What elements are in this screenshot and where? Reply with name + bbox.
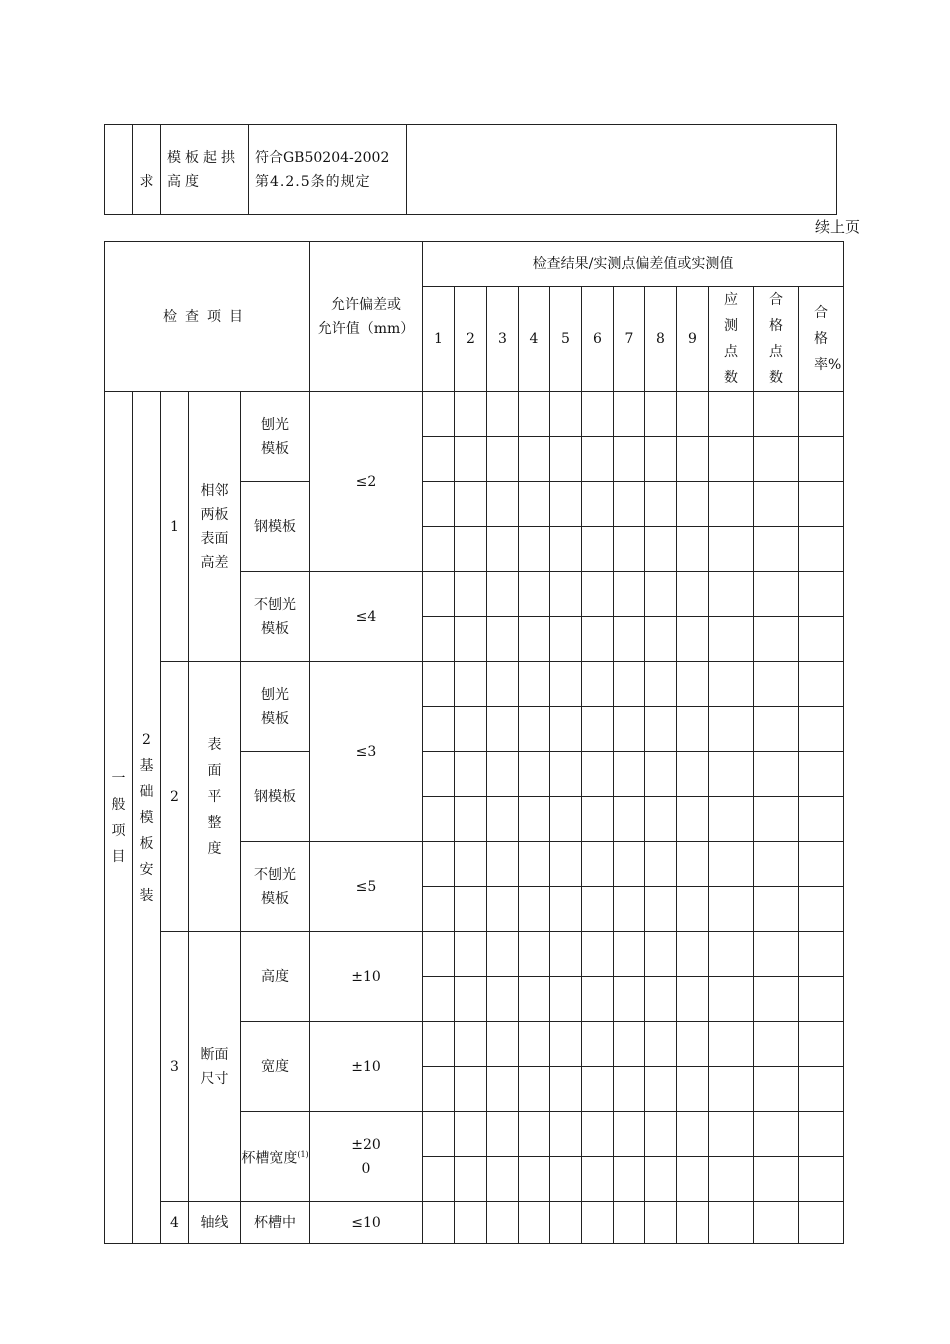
measurement-cell (550, 1202, 582, 1244)
measurement-cell (455, 932, 487, 977)
measurement-cell (550, 572, 582, 617)
measurement-cell (709, 977, 754, 1022)
tolerance-cell: ±20 0 (310, 1112, 423, 1202)
measurement-cell (423, 572, 455, 617)
measurement-cell (455, 527, 487, 572)
measurement-cell (677, 392, 709, 437)
measurement-cell (709, 662, 754, 707)
measurement-cell (754, 887, 799, 932)
item-name-cell: 轴线 (189, 1202, 241, 1244)
measurement-cell (799, 707, 844, 752)
measurement-cell (582, 1157, 614, 1202)
measurement-cell (709, 1112, 754, 1157)
measurement-cell (550, 1112, 582, 1157)
measurement-cell (423, 842, 455, 887)
item-name-cell: 相邻两板表面高差 (189, 392, 241, 662)
measurement-cell (645, 797, 677, 842)
measurement-cell (423, 1202, 455, 1244)
measurement-cell (614, 437, 645, 482)
measurement-cell (519, 1112, 550, 1157)
measurement-cell (550, 887, 582, 932)
measurement-cell (582, 1067, 614, 1112)
measurement-cell (455, 1202, 487, 1244)
measurement-cell (709, 1202, 754, 1244)
measurement-cell (754, 797, 799, 842)
measurement-cell (645, 707, 677, 752)
measurement-cell (614, 977, 645, 1022)
measurement-cell (799, 482, 844, 527)
measurement-cell (487, 482, 519, 527)
measurement-cell (709, 1067, 754, 1112)
measurement-cell (709, 842, 754, 887)
measurement-cell (754, 662, 799, 707)
item-name: 模板起拱高度 (167, 149, 239, 190)
measurement-cell (550, 662, 582, 707)
footnote-marker: (1) (297, 1149, 309, 1159)
measurement-cell (677, 527, 709, 572)
tolerance-cell: ≤3 (310, 662, 423, 842)
tolerance-cell: ≤2 (310, 392, 423, 572)
measurement-cell (519, 527, 550, 572)
measurement-cell (582, 1202, 614, 1244)
measurement-cell (645, 392, 677, 437)
measurement-cell (754, 752, 799, 797)
sub-item-cell: 钢模板 (241, 752, 310, 842)
measurement-cell (487, 572, 519, 617)
point-header: 2 (455, 287, 487, 392)
measurement-cell (550, 1067, 582, 1112)
measurement-cell (487, 842, 519, 887)
measurement-cell (645, 887, 677, 932)
tolerance-cell: ±10 (310, 932, 423, 1022)
measurement-cell (614, 1067, 645, 1112)
measurement-cell (709, 932, 754, 977)
sub-item-cell: 杯槽中 (241, 1202, 310, 1244)
measurement-cell (709, 392, 754, 437)
measurement-cell (550, 977, 582, 1022)
measurement-cell (754, 932, 799, 977)
measurement-cell (645, 662, 677, 707)
measurement-cell (519, 707, 550, 752)
measurement-cell (423, 662, 455, 707)
measurement-cell (799, 1112, 844, 1157)
item-no-cell: 4 (161, 1202, 189, 1244)
should-points-header: 应测点数 (709, 287, 754, 392)
measurement-cell (709, 437, 754, 482)
item-no-cell: 2 (161, 662, 189, 932)
sub-item-cell: 不刨光模板 (241, 572, 310, 662)
measurement-cell (423, 527, 455, 572)
measurement-cell (455, 887, 487, 932)
tolerance-cell: ≤10 (310, 1202, 423, 1244)
previous-page-table (104, 124, 837, 215)
measurement-cell (582, 617, 614, 662)
measurement-cell (550, 392, 582, 437)
allowed-deviation-header: 允许偏差或 允许值（mm） (310, 242, 423, 392)
measurement-cell (582, 1112, 614, 1157)
measurement-cell (709, 572, 754, 617)
measurement-cell (487, 527, 519, 572)
measurement-cell (423, 617, 455, 662)
measurement-cell (582, 662, 614, 707)
measurement-cell (487, 797, 519, 842)
measurement-cell (677, 797, 709, 842)
measurement-cell (799, 572, 844, 617)
measurement-cell (645, 572, 677, 617)
measurement-cell (799, 527, 844, 572)
inspection-table (104, 241, 844, 1244)
measurement-cell (614, 392, 645, 437)
measurement-cell (423, 707, 455, 752)
measurement-cell (423, 482, 455, 527)
measurement-cell (709, 707, 754, 752)
measurement-cell (582, 437, 614, 482)
measurement-cell (423, 887, 455, 932)
measurement-cell (455, 1067, 487, 1112)
measurement-cell (582, 482, 614, 527)
measurement-cell (614, 842, 645, 887)
measurement-cell (645, 437, 677, 482)
measurement-cell (455, 842, 487, 887)
measurement-cell (677, 617, 709, 662)
point-header: 7 (614, 287, 645, 392)
measurement-cell (709, 1157, 754, 1202)
measurement-cell (519, 662, 550, 707)
measurement-cell (582, 1022, 614, 1067)
item-name-cell: 断面尺寸 (189, 932, 241, 1202)
sub-item-cell: 高度 (241, 932, 310, 1022)
measurement-cell (423, 1112, 455, 1157)
measurement-cell (754, 437, 799, 482)
measurement-cell (677, 887, 709, 932)
measurement-cell (677, 1022, 709, 1067)
measurement-cell (582, 842, 614, 887)
measurement-cell (582, 797, 614, 842)
measurement-cell (614, 752, 645, 797)
measurement-cell (519, 617, 550, 662)
measurement-cell (519, 1157, 550, 1202)
point-header: 4 (519, 287, 550, 392)
requirement-col-cell: 求 (133, 125, 161, 215)
tolerance-cell: ≤5 (310, 842, 423, 932)
measurement-cell (677, 977, 709, 1022)
measurement-cell (519, 887, 550, 932)
measurement-cell (550, 707, 582, 752)
measurement-cell (677, 752, 709, 797)
measurement-cell (645, 1112, 677, 1157)
measurement-cell (799, 977, 844, 1022)
measurement-cell (614, 1022, 645, 1067)
measurement-cell (645, 977, 677, 1022)
measurement-cell (582, 527, 614, 572)
measurement-cell (550, 617, 582, 662)
measurement-cell (677, 662, 709, 707)
measurement-cell (455, 617, 487, 662)
category-cell: 一般项目 (105, 392, 133, 1244)
measurement-cell (455, 437, 487, 482)
point-header: 6 (582, 287, 614, 392)
measurement-cell (455, 707, 487, 752)
measurement-cell (487, 617, 519, 662)
measurement-cell (614, 1112, 645, 1157)
measurement-cell (677, 932, 709, 977)
measurement-cell (799, 1022, 844, 1067)
measurement-cell (423, 932, 455, 977)
pass-rate-header: 合格率% (799, 287, 844, 392)
measurement-cell (614, 572, 645, 617)
measurement-cell (455, 1112, 487, 1157)
measurement-cell (754, 707, 799, 752)
measurement-cell (423, 977, 455, 1022)
measurement-cell (582, 392, 614, 437)
sub-item-cell: 刨光模板 (241, 392, 310, 482)
measurement-cell (645, 1022, 677, 1067)
measurement-cell (487, 437, 519, 482)
measurement-cell (519, 1202, 550, 1244)
measurement-cell (455, 662, 487, 707)
measurement-cell (550, 527, 582, 572)
measurement-cell (487, 1067, 519, 1112)
measurement-cell (614, 482, 645, 527)
sub-item-cell (241, 1112, 310, 1202)
measurement-cell (709, 527, 754, 572)
measurement-cell (455, 482, 487, 527)
measurement-cell (799, 797, 844, 842)
blank-cell (407, 125, 837, 215)
measurement-cell (799, 1157, 844, 1202)
measurement-cell (550, 1157, 582, 1202)
measurement-cell (582, 977, 614, 1022)
measurement-cell (709, 617, 754, 662)
measurement-cell (614, 707, 645, 752)
measurement-cell (754, 977, 799, 1022)
measurement-cell (550, 752, 582, 797)
measurement-cell (519, 437, 550, 482)
tolerance-cell: ≤4 (310, 572, 423, 662)
measurement-cell (754, 1112, 799, 1157)
measurement-cell (550, 1022, 582, 1067)
measurement-cell (799, 1067, 844, 1112)
sub-item-label: 杯槽宽度$^{(1)}$ (241, 1149, 309, 1167)
measurement-cell (799, 662, 844, 707)
measurement-cell (645, 527, 677, 572)
measurement-cell (455, 392, 487, 437)
measurement-cell (709, 482, 754, 527)
measurement-cell (645, 752, 677, 797)
item-no-cell: 3 (161, 932, 189, 1202)
measurement-cell (754, 572, 799, 617)
results-header: 检查结果/实测点偏差值或实测值 (423, 242, 844, 287)
measurement-cell (423, 1022, 455, 1067)
measurement-cell (799, 932, 844, 977)
measurement-cell (754, 392, 799, 437)
blank-cell (105, 125, 133, 215)
measurement-cell (677, 572, 709, 617)
measurement-cell (614, 662, 645, 707)
item-name-cell: 表面平整度 (189, 662, 241, 932)
measurement-cell (487, 977, 519, 1022)
measurement-cell (677, 707, 709, 752)
measurement-cell (487, 1022, 519, 1067)
group-cell: 2基础模板安装 (133, 392, 161, 1244)
measurement-cell (645, 1202, 677, 1244)
point-header: 3 (487, 287, 519, 392)
measurement-cell (582, 887, 614, 932)
measurement-cell (519, 482, 550, 527)
measurement-cell (799, 752, 844, 797)
tolerance-cell: ±10 (310, 1022, 423, 1112)
measurement-cell (645, 932, 677, 977)
measurement-cell (487, 1112, 519, 1157)
measurement-cell (709, 1022, 754, 1067)
measurement-cell (799, 392, 844, 437)
standard-cell (249, 125, 407, 215)
measurement-cell (519, 392, 550, 437)
measurement-cell (754, 527, 799, 572)
measurement-cell (423, 752, 455, 797)
point-header: 9 (677, 287, 709, 392)
measurement-cell (645, 1067, 677, 1112)
inspection-items-header: 检查项目 (105, 242, 310, 392)
measurement-cell (799, 887, 844, 932)
measurement-cell (614, 617, 645, 662)
measurement-cell (754, 482, 799, 527)
measurement-cell (519, 1067, 550, 1112)
measurement-cell (455, 977, 487, 1022)
measurement-cell (487, 662, 519, 707)
measurement-cell (550, 437, 582, 482)
sub-item-cell: 宽度 (241, 1022, 310, 1112)
measurement-cell (455, 1022, 487, 1067)
measurement-cell (754, 1202, 799, 1244)
measurement-cell (799, 1202, 844, 1244)
measurement-cell (614, 797, 645, 842)
measurement-cell (582, 707, 614, 752)
measurement-cell (455, 1157, 487, 1202)
measurement-cell (519, 752, 550, 797)
measurement-cell (519, 1022, 550, 1067)
measurement-cell (677, 1157, 709, 1202)
measurement-cell (677, 1112, 709, 1157)
point-header: 8 (645, 287, 677, 392)
measurement-cell (487, 707, 519, 752)
measurement-cell (799, 617, 844, 662)
pass-points-header: 合格点数 (754, 287, 799, 392)
measurement-cell (519, 932, 550, 977)
measurement-cell (423, 437, 455, 482)
measurement-cell (487, 392, 519, 437)
point-header: 1 (423, 287, 455, 392)
measurement-cell (614, 1202, 645, 1244)
measurement-cell (614, 932, 645, 977)
measurement-cell (582, 572, 614, 617)
measurement-cell (519, 977, 550, 1022)
continued-label: 续上页 (814, 218, 860, 236)
standard-line-1: 符合GB50204-2002 (255, 149, 390, 166)
measurement-cell (423, 797, 455, 842)
sub-item-cell: 不刨光模板 (241, 842, 310, 932)
measurement-cell (754, 1067, 799, 1112)
measurement-cell (423, 392, 455, 437)
measurement-cell (799, 842, 844, 887)
measurement-cell (799, 437, 844, 482)
measurement-cell (550, 482, 582, 527)
measurement-cell (582, 932, 614, 977)
measurement-cell (645, 617, 677, 662)
measurement-cell (487, 932, 519, 977)
sub-item-cell: 刨光模板 (241, 662, 310, 752)
measurement-cell (455, 752, 487, 797)
measurement-cell (519, 842, 550, 887)
measurement-cell (754, 1157, 799, 1202)
measurement-cell (677, 842, 709, 887)
measurement-cell (487, 1157, 519, 1202)
measurement-cell (487, 1202, 519, 1244)
measurement-cell (677, 437, 709, 482)
measurement-cell (519, 797, 550, 842)
measurement-cell (455, 572, 487, 617)
standard-line-2: 第4.2.5条的规定 (255, 173, 371, 190)
measurement-cell (614, 1157, 645, 1202)
measurement-cell (519, 572, 550, 617)
measurement-cell (677, 1067, 709, 1112)
measurement-cell (645, 482, 677, 527)
measurement-cell (677, 1202, 709, 1244)
sub-item-cell: 钢模板 (241, 482, 310, 572)
measurement-cell (677, 482, 709, 527)
measurement-cell (754, 1022, 799, 1067)
measurement-cell (645, 842, 677, 887)
measurement-cell (614, 887, 645, 932)
measurement-cell (423, 1157, 455, 1202)
measurement-cell (709, 887, 754, 932)
measurement-cell (614, 527, 645, 572)
measurement-cell (550, 842, 582, 887)
measurement-cell (582, 752, 614, 797)
measurement-cell (423, 1067, 455, 1112)
measurement-cell (709, 752, 754, 797)
measurement-cell (645, 1157, 677, 1202)
measurement-cell (709, 797, 754, 842)
measurement-cell (487, 887, 519, 932)
measurement-cell (550, 932, 582, 977)
measurement-cell (487, 752, 519, 797)
point-header: 5 (550, 287, 582, 392)
item-no-cell: 1 (161, 392, 189, 662)
measurement-cell (455, 797, 487, 842)
item-name-cell (161, 125, 249, 215)
measurement-cell (754, 617, 799, 662)
measurement-cell (550, 797, 582, 842)
measurement-cell (754, 842, 799, 887)
